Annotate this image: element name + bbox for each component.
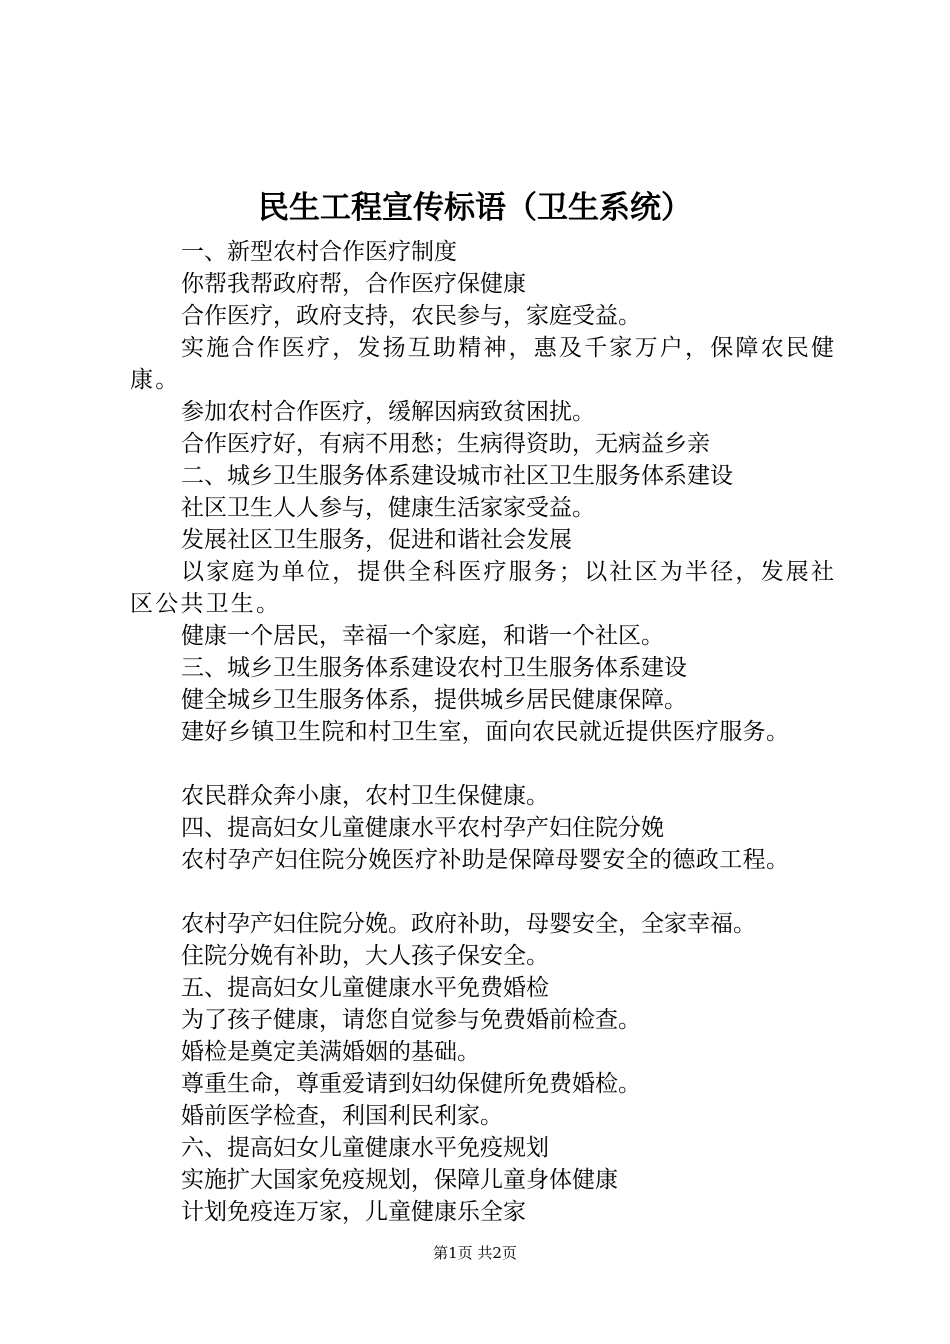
document-title: 民生工程宣传标语（卫生系统） [258,190,692,226]
slogan-line: 健全城乡卫生服务体系，提供城乡居民健康保障。 [181,687,687,713]
slogan-line: 合作医疗，政府支持，农民参与，家庭受益。 [181,303,641,329]
section-heading: 五、提高妇女儿童健康水平免费婚检 [181,975,549,1001]
slogan-line: 实施合作医疗，发扬互助精神，惠及千家万户，保障农民健康。 [130,335,837,393]
slogan-line: 参加农村合作医疗，缓解因病致贫困扰。 [181,399,595,425]
slogan-line: 建好乡镇卫生院和村卫生室，面向农民就近提供医疗服务。 [181,719,790,745]
paragraph-gap [130,748,850,780]
section-heading: 二、城乡卫生服务体系建设城市社区卫生服务体系建设 [181,463,733,489]
slogan-line: 实施扩大国家免疫规划，保障儿童身体健康 [181,1167,618,1193]
slogan-line: 尊重生命，尊重爱请到妇幼保健所免费婚检。 [181,1071,641,1097]
slogan-line: 社区卫生人人参与，健康生活家家受益。 [181,495,595,521]
slogan-line: 农村孕产妇住院分娩。政府补助，母婴安全，全家幸福。 [181,911,756,937]
slogan-line: 以家庭为单位，提供全科医疗服务；以社区为半径，发展社区公共卫生。 [130,559,837,617]
section-heading: 四、提高妇女儿童健康水平农村孕产妇住院分娩 [181,815,664,841]
paragraph-gap [130,876,850,908]
slogan-line: 计划免疫连万家，儿童健康乐全家 [181,1199,526,1225]
slogan-line: 婚检是奠定美满婚姻的基础。 [181,1039,480,1065]
page-footer: 第1页 共2页 [433,1244,517,1262]
slogan-line: 农民群众奔小康，农村卫生保健康。 [181,783,549,809]
slogan-line: 住院分娩有补助，大人孩子保安全。 [181,943,549,969]
slogan-line: 健康一个居民，幸福一个家庭，和谐一个社区。 [181,623,664,649]
section-heading: 六、提高妇女儿童健康水平免疫规划 [181,1135,549,1161]
document-body [130,236,850,1228]
slogan-line: 为了孩子健康，请您自觉参与免费婚前检查。 [181,1007,641,1033]
slogan-line: 你帮我帮政府帮，合作医疗保健康 [181,271,526,297]
section-heading: 三、城乡卫生服务体系建设农村卫生服务体系建设 [181,655,687,681]
slogan-line: 农村孕产妇住院分娩医疗补助是保障母婴安全的德政工程。 [181,847,790,873]
slogan-line: 发展社区卫生服务，促进和谐社会发展 [181,527,572,553]
slogan-line: 合作医疗好，有病不用愁；生病得资助，无病益乡亲 [181,431,710,457]
slogan-line: 婚前医学检查，利国利民利家。 [181,1103,503,1129]
section-heading: 一、新型农村合作医疗制度 [181,239,457,265]
